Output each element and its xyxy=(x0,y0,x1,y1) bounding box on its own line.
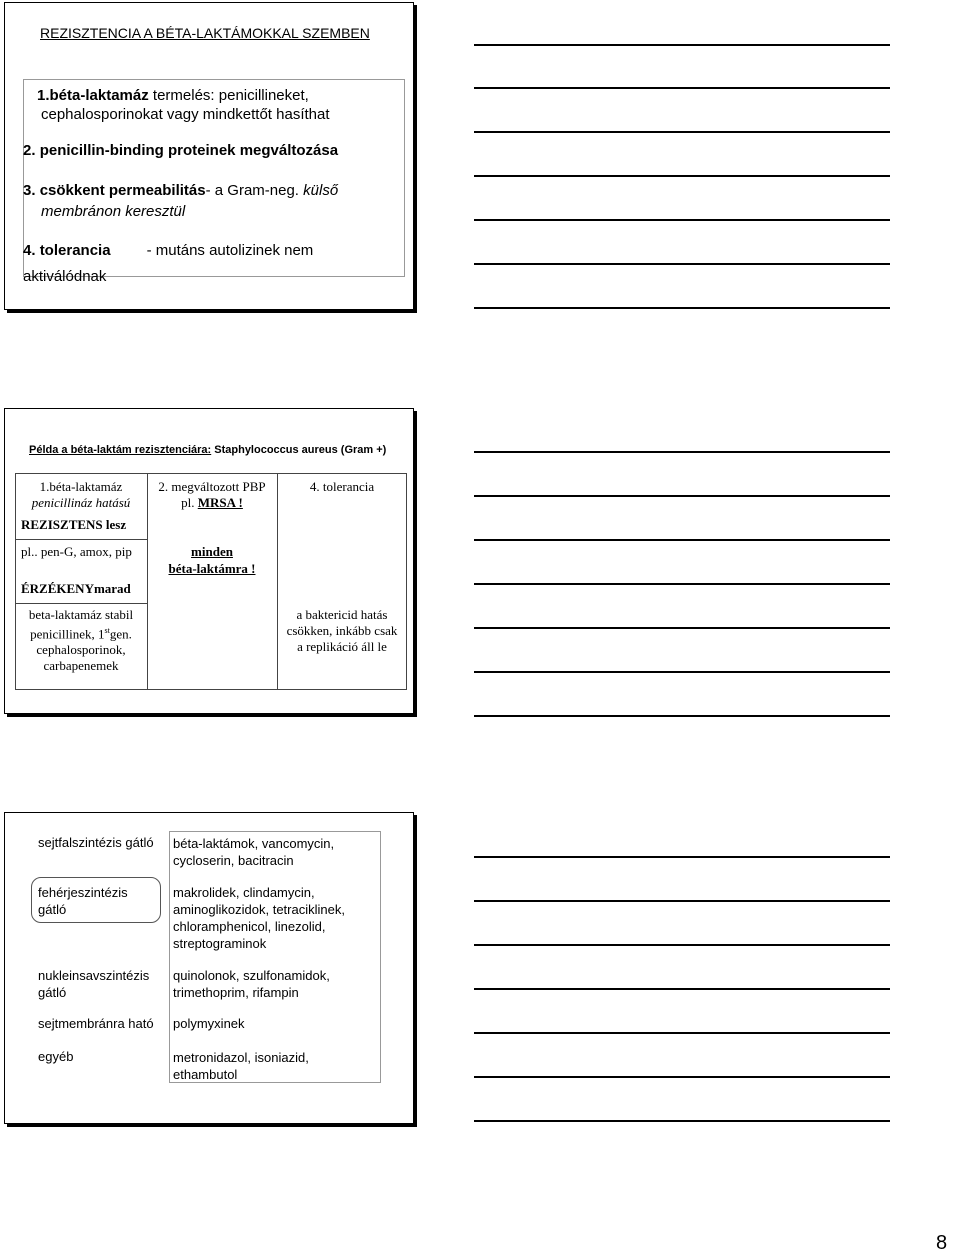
slide-2-title: Példa a béta-laktám rezisztenciára: Staphylococcus aureus (Gram +) xyxy=(29,444,387,456)
class-cell-wall-drugs: béta-laktámok, vancomycin, cycloserin, bacitracin xyxy=(173,836,335,868)
note-line xyxy=(474,988,890,990)
note-line xyxy=(474,131,890,133)
slide-1-title: REZISZTENCIA A BÉTA-LAKTÁMOKKAL SZEMBEN xyxy=(40,25,370,41)
beta-lactamase-header: 1.béta-laktamáz penicillináz hatású xyxy=(31,479,131,510)
class-protein-label: fehérjeszintézis gátló xyxy=(38,885,128,917)
table-divider-h1 xyxy=(15,539,147,540)
class-membrane-drugs: polymyxinek xyxy=(173,1016,245,1031)
pbp-header: 2. megváltozott PBP pl. MRSA ! xyxy=(158,479,266,510)
note-line xyxy=(474,495,890,497)
note-line xyxy=(474,1032,890,1034)
class-cell-wall-label: sejtfalszintézis gátló xyxy=(38,835,154,850)
example-drugs: pl.. pen-G, amox, pip xyxy=(21,544,132,559)
note-line xyxy=(474,263,890,265)
tolerance-header: 4. tolerancia xyxy=(309,479,375,494)
class-other-label: egyéb xyxy=(38,1049,74,1064)
note-line xyxy=(474,44,890,46)
stable-drugs: beta-laktamáz stabil penicillinek, 1stgen. cephalosporinok, carbapenemek xyxy=(28,607,134,674)
class-membrane-label: sejtmembránra ható xyxy=(38,1016,154,1031)
resistant-label: REZISZTENS lesz xyxy=(21,517,127,532)
sensitive-label: ÉRZÉKENYmarad xyxy=(21,581,131,596)
mechanism-item-1: 1.béta-laktamáz termelés: penicillineket, cephalosporinokat vagy mindkettőt hasíthat xyxy=(37,87,330,123)
note-line xyxy=(474,671,890,673)
note-line xyxy=(474,307,890,309)
class-protein-drugs: makrolidek, clindamycin, aminoglikozidok, tetraciklinek, chloramphenicol, linezolid, streptograminok xyxy=(173,885,345,951)
note-line xyxy=(474,944,890,946)
page-number: 8 xyxy=(936,1232,948,1254)
class-other-drugs: metronidazol, isoniazid, ethambutol xyxy=(173,1050,309,1082)
mechanism-item-3: 3. csökkent permeabilitás- a Gram-neg. külső membránon keresztül xyxy=(23,182,339,220)
slide-3 xyxy=(4,812,414,1124)
mechanism-item-4: 4. tolerancia - mutáns autolizinek nem aktiválódnak xyxy=(23,242,314,285)
all-beta-lactams: minden béta-laktámra ! xyxy=(168,544,256,576)
class-nucleic-label: nukleinsavszintézis gátló xyxy=(38,968,150,1000)
note-line xyxy=(474,856,890,858)
note-line xyxy=(474,715,890,717)
note-line xyxy=(474,87,890,89)
note-line xyxy=(474,175,890,177)
note-line xyxy=(474,451,890,453)
note-line xyxy=(474,627,890,629)
note-line xyxy=(474,1076,890,1078)
note-line xyxy=(474,583,890,585)
slide-1 xyxy=(4,2,414,310)
table-divider-h2 xyxy=(15,603,147,604)
slide-2 xyxy=(4,408,414,714)
mechanism-item-2: 2. penicillin-binding proteinek megváltozása xyxy=(23,142,339,159)
note-line xyxy=(474,1120,890,1122)
class-nucleic-drugs: quinolonok, szulfonamidok, trimethoprim, rifampin xyxy=(173,968,330,1000)
tolerance-desc: a baktericid hatás csökken, inkább csak a replikáció áll le xyxy=(286,607,398,654)
note-line xyxy=(474,539,890,541)
note-line xyxy=(474,900,890,902)
table-divider-v2 xyxy=(277,473,278,690)
note-line xyxy=(474,219,890,221)
